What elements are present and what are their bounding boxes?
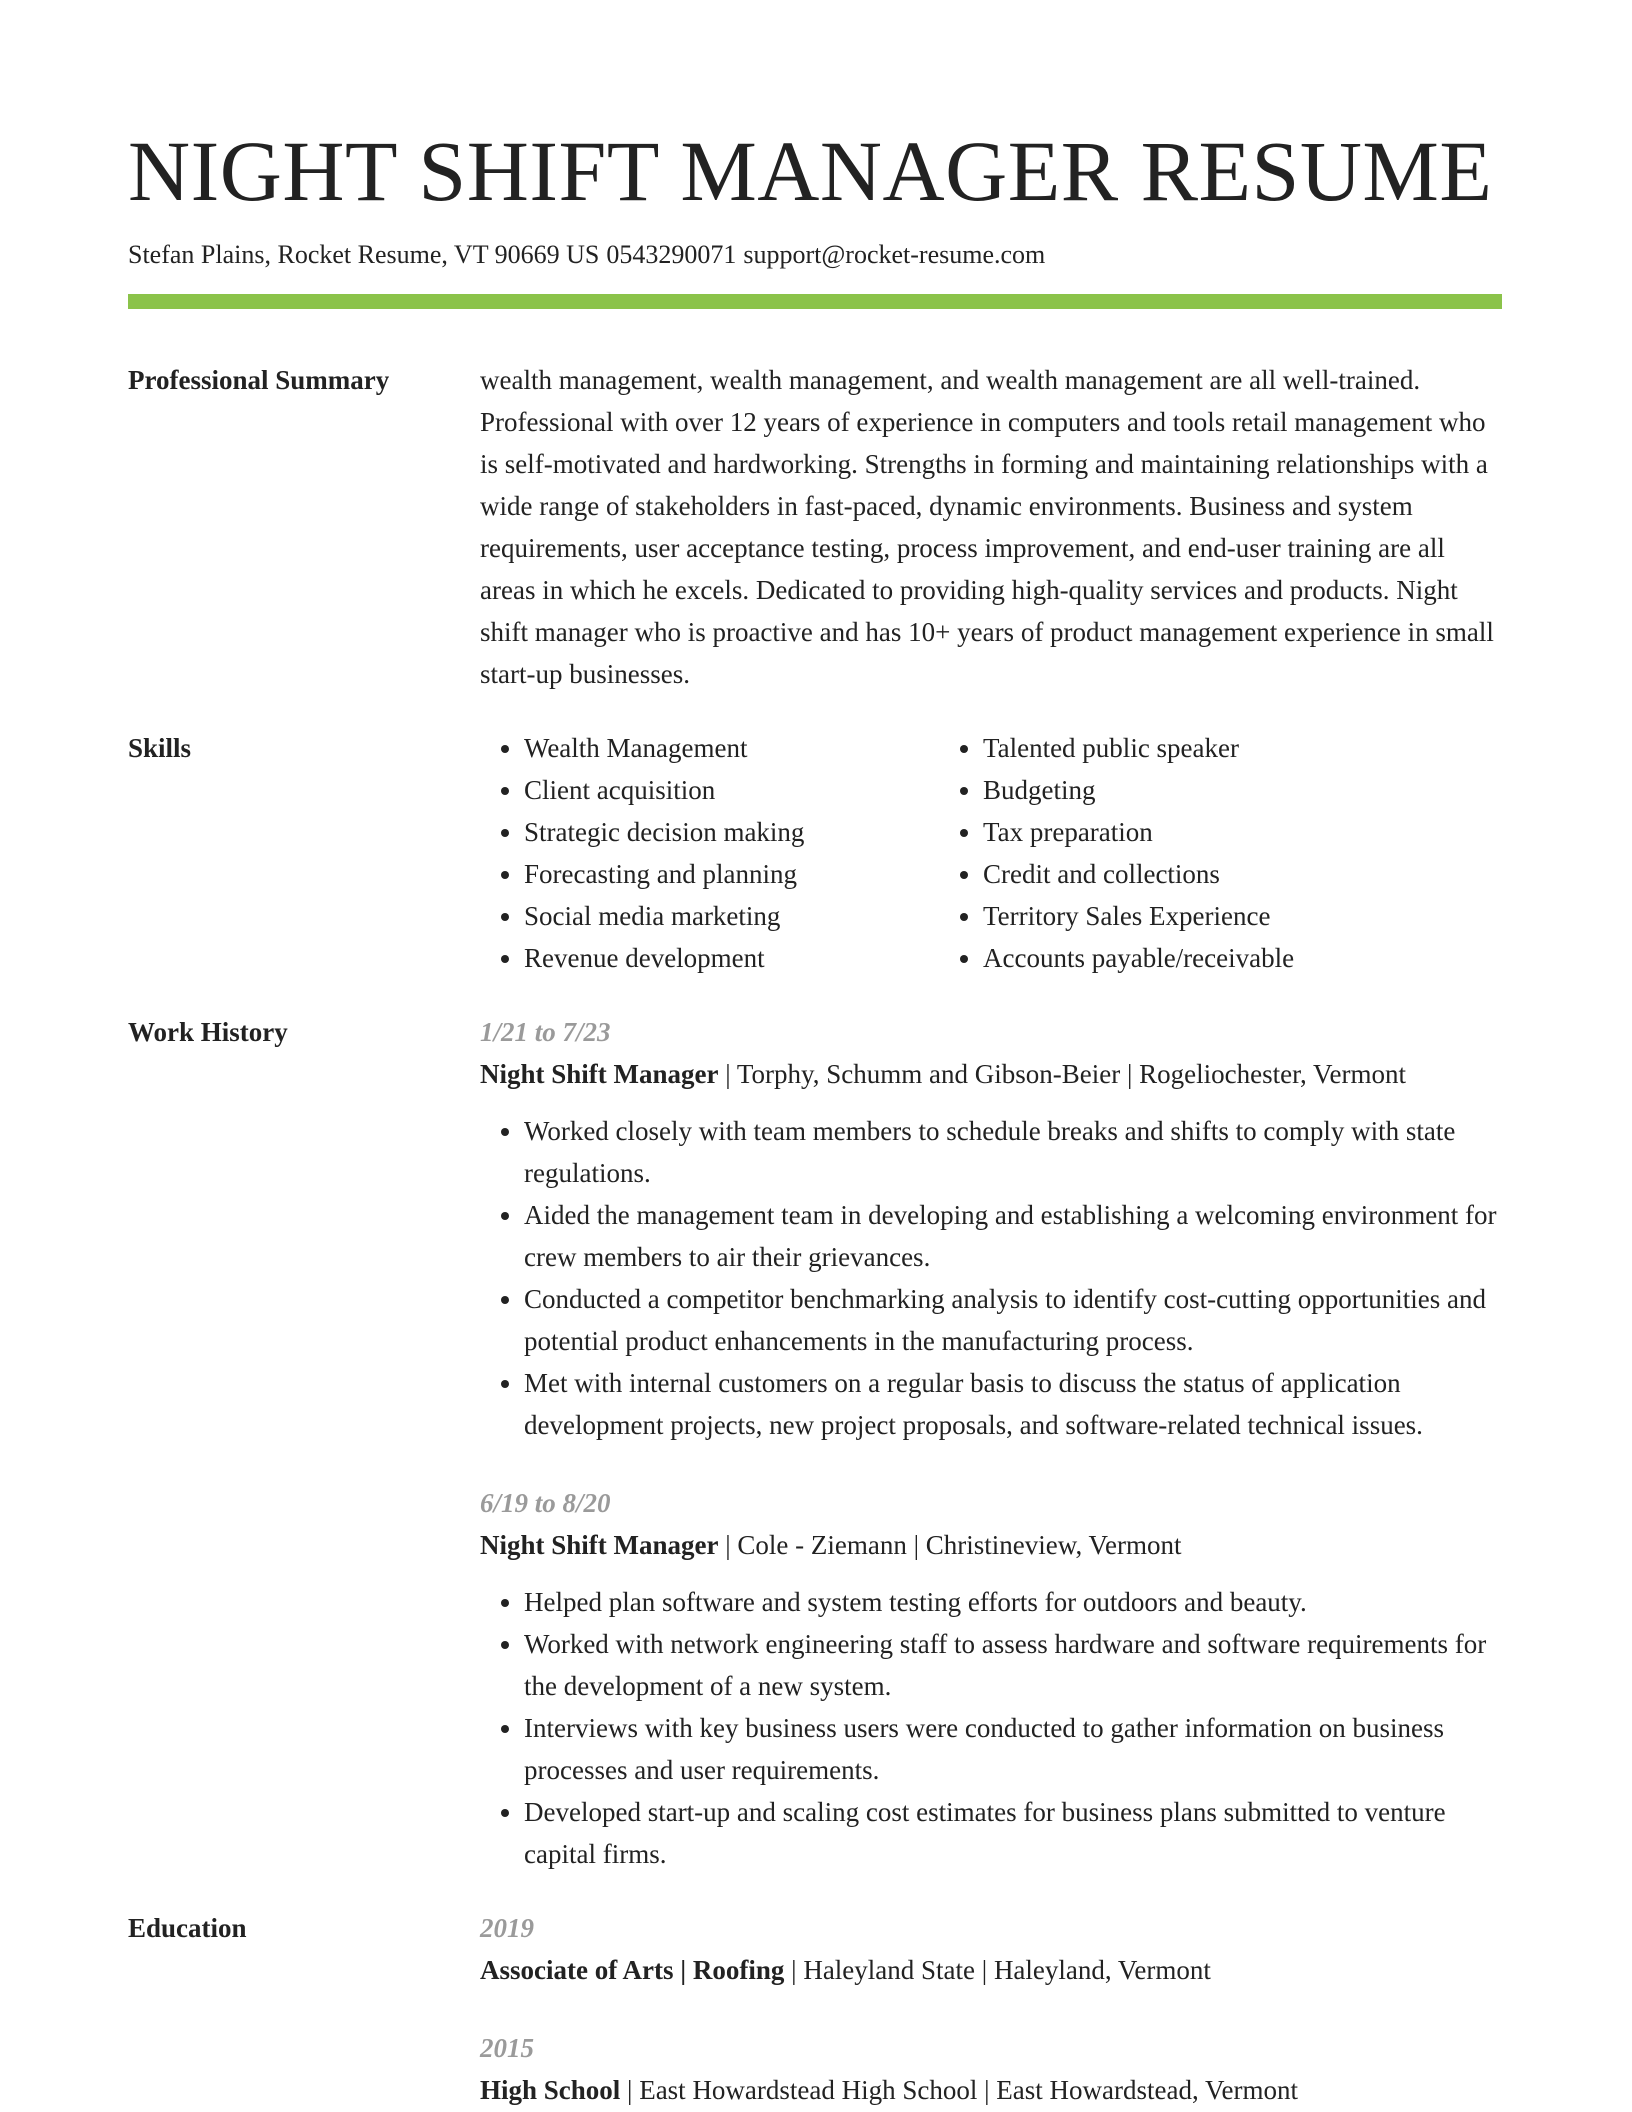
summary-heading: Professional Summary: [128, 365, 390, 395]
skill-item: • Budgeting: [983, 769, 1499, 811]
education-section: [128, 1907, 1502, 2111]
skill-item: • Credit and collections: [983, 853, 1499, 895]
contact-line: [128, 240, 1502, 270]
skill-item: • Strategic decision making: [524, 811, 939, 853]
job-company: Cole - Ziemann: [737, 1530, 907, 1560]
job-duties: [480, 1110, 1502, 1446]
education-location: Haleyland, Vermont: [993, 1955, 1211, 1985]
job-duty: • Met with internal customers on a regular basis to discuss the status of application development projects, new project proposals, and software-related technical issues.: [524, 1362, 1502, 1446]
job-role-line: Night Shift Manager | Cole - Ziemann | Christineview, Vermont: [480, 1530, 1182, 1560]
summary-text: wealth management, wealth management, and wealth management are all well-trained. Professional with over 12 years of experience in computers and tools retail management who is self-motivated and hardworking. Strengths in forming and maintaining relationships with a wide range of stakeholders in fast-paced, dynamic environments. Business and system requirements, user acceptance testing, process improvement, and end-user training are all areas in which he excels. Dedicated to providing high-quality services and products. Night shift manager who is proactive and has 10+ years of product management experience in small start-up businesses.: [480, 365, 1494, 689]
skill-item: • Territory Sales Experience: [983, 895, 1499, 937]
education-year: 2015: [480, 2033, 534, 2063]
job-dates: 6/19 to 8/20: [480, 1488, 611, 1518]
skill-item: • Social media marketing: [524, 895, 939, 937]
education-school: Haleyland State: [803, 1955, 976, 1985]
job-role-line: Night Shift Manager | Torphy, Schumm and Gibson-Beier | Rogeliochester, Vermont: [480, 1059, 1407, 1089]
skill-item: • Tax preparation: [983, 811, 1499, 853]
education-degree: High School: [480, 2075, 621, 2105]
job-dates: 1/21 to 7/23: [480, 1017, 611, 1047]
header-divider: [128, 294, 1502, 309]
skills-heading: Skills: [128, 733, 192, 763]
education-degree: Associate of Arts | Roofing: [480, 1955, 785, 1985]
skill-item: • Revenue development: [524, 937, 939, 979]
education-school: East Howardstead High School: [639, 2075, 978, 2105]
education-heading: Education: [128, 1913, 247, 1943]
job-company: Torphy, Schumm and Gibson-Beier: [736, 1059, 1121, 1089]
job-duties: [480, 1581, 1502, 1875]
contact-phone: 0543290071: [606, 240, 737, 269]
education-year: 2019: [480, 1913, 534, 1943]
education-entry: [480, 1907, 1502, 1991]
education-entry: [480, 2027, 1502, 2111]
skill-item: • Forecasting and planning: [524, 853, 939, 895]
job-entry: [480, 1482, 1502, 1875]
job-title: Night Shift Manager: [480, 1530, 719, 1560]
skills-columns: [480, 727, 1502, 979]
contact-address: Stefan Plains, Rocket Resume, VT 90669 US: [128, 240, 600, 269]
job-duty: • Worked with network engineering staff to assess hardware and software requirements for the development of a new system.: [524, 1623, 1502, 1707]
education-location: East Howardstead, Vermont: [996, 2075, 1298, 2105]
job-title: Night Shift Manager: [480, 1059, 719, 1089]
education-line: Associate of Arts | Roofing | Haleyland State | Haleyland, Vermont: [480, 1955, 1211, 1985]
skill-item: • Talented public speaker: [983, 727, 1499, 769]
resume-title: NIGHT SHIFT MANAGER RESUME: [128, 123, 1493, 219]
job-duty: • Developed start-up and scaling cost estimates for business plans submitted to venture capital firms.: [524, 1791, 1502, 1875]
job-duty: • Worked closely with team members to schedule breaks and shifts to comply with state regulations.: [524, 1110, 1502, 1194]
job-location: Christineview, Vermont: [925, 1530, 1182, 1560]
skill-item: • Client acquisition: [524, 769, 939, 811]
skills-list-right: [939, 727, 1499, 979]
skills-section: [128, 727, 1502, 979]
skills-list-left: [480, 727, 939, 979]
skill-item: • Accounts payable/receivable: [983, 937, 1499, 979]
skill-item: • Wealth Management: [524, 727, 939, 769]
job-entry: [480, 1011, 1502, 1446]
job-location: Rogeliochester, Vermont: [1139, 1059, 1407, 1089]
job-duty: • Conducted a competitor benchmarking analysis to identify cost-cutting opportunities and potential product enhancements in the manufacturing process.: [524, 1278, 1502, 1362]
contact-email: support@rocket-resume.com: [743, 240, 1046, 269]
job-duty: • Interviews with key business users were conducted to gather information on business processes and user requirements.: [524, 1707, 1502, 1791]
resume-header: [128, 123, 1502, 309]
work-history-heading: Work History: [128, 1017, 288, 1047]
work-history-section: [128, 1011, 1502, 1875]
education-line: High School | East Howardstead High School | East Howardstead, Vermont: [480, 2075, 1298, 2105]
job-duty: • Aided the management team in developing and establishing a welcoming environment for crew members to air their grievances.: [524, 1194, 1502, 1278]
job-duty: • Helped plan software and system testing efforts for outdoors and beauty.: [524, 1581, 1502, 1623]
summary-section: [128, 359, 1502, 695]
